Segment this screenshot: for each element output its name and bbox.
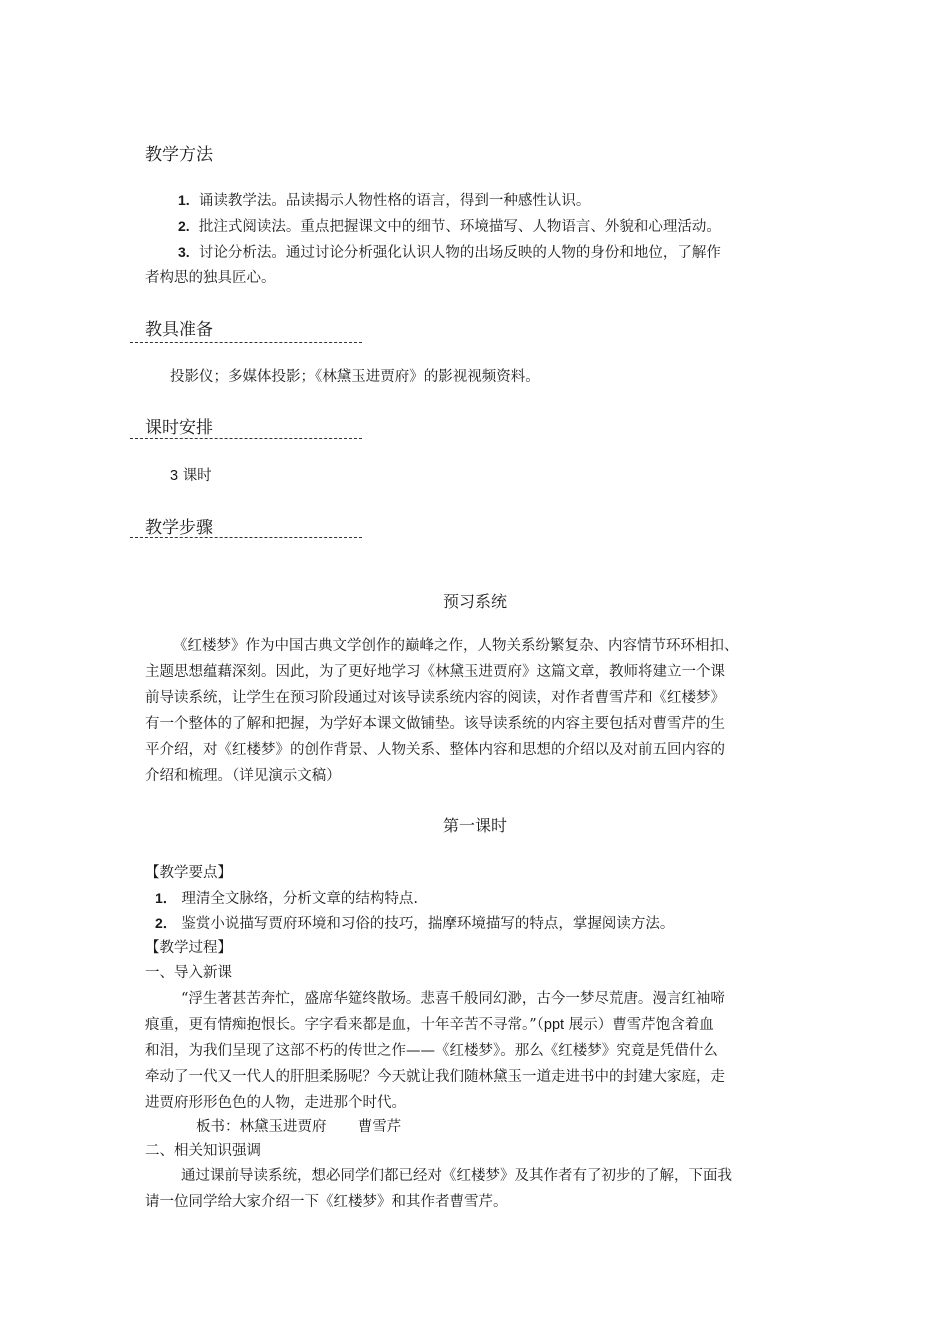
method-item-3 (178, 239, 721, 266)
part1-line-2-tail: 展示）曹雪芹饱含着血 (564, 1017, 714, 1033)
preview-line-4: 有一个整体的了解和把握，为学好本课文做铺垫。该导读系统的内容主要包括对曹雪芹的生 (145, 716, 725, 732)
board-title: 林黛玉进贾府 (239, 1119, 327, 1135)
steps-divider (130, 537, 362, 538)
key-points-label: 【教学要点】 (145, 865, 232, 881)
preview-line-1: 《红楼梦》作为中国古典文学创作的巅峰之作，人物关系纷繁复杂、内容情节环环相扣、 (173, 638, 739, 654)
method-item-2-text: 批注式阅读法。重点把握课文中的细节、环境描写、人物语言、外貌和心理活动。 (198, 219, 721, 235)
steps-heading: 教学步骤 (145, 518, 213, 538)
part1-ppt-word: ppt (543, 1017, 565, 1033)
tools-heading: 教具准备 (145, 320, 213, 340)
part1-line-2-text: 痕重，更有情痴抱恨长。字字看来都是血，十年辛苦不寻常。” (145, 1017, 537, 1033)
key-point-1 (155, 885, 418, 912)
schedule-text (170, 463, 212, 489)
preview-title: 预习系统 (442, 592, 507, 611)
key-point-1-text: 理清全文脉络，分析文章的结构特点. (181, 891, 419, 907)
schedule-divider (130, 438, 362, 439)
method-item-3-num: 3. (178, 244, 190, 260)
key-point-2-text: 鉴赏小说描写贾府环境和习俗的技巧，揣摩环境描写的特点，掌握阅读方法。 (181, 916, 675, 932)
method-item-1-text: 诵读教学法。品读揭示人物性格的语言，得到一种感性认识。 (198, 193, 591, 209)
board-writing (196, 1114, 401, 1140)
board-label: 板书： (196, 1119, 240, 1135)
preview-line-6: 介绍和梳理。（详见演示文稿） (145, 768, 341, 784)
method-item-2-num: 2. (178, 218, 190, 234)
method-item-3-continuation: 者构思的独具匠心。 (145, 270, 276, 286)
preview-line-2: 主题思想蕴藉深刻。因此，为了更好地学习《林黛玉进贾府》这篇文章，教师将建立一个课 (145, 664, 725, 680)
process-label: 【教学过程】 (145, 940, 232, 956)
preview-line-3: 前导读系统，让学生在预习阶段通过对该导读系统内容的阅读，对作者曹雪芹和《红楼梦》 (145, 690, 725, 706)
part2-title: 二、相关知识强调 (145, 1143, 261, 1159)
part2-line-1: 通过课前导读系统，想必同学们都已经对《红楼梦》及其作者有了初步的了解，下面我 (181, 1168, 732, 1184)
preview-line-5: 平介绍，对《红楼梦》的创作背景、人物关系、整体内容和思想的介绍以及对前五回内容的 (145, 742, 725, 758)
schedule-count: 3 (170, 468, 179, 484)
part1-line-2 (145, 1012, 714, 1038)
methods-heading: 教学方法 (145, 145, 213, 165)
part1-ppt-open: （ (536, 1017, 544, 1033)
method-item-1 (178, 187, 590, 214)
key-point-1-num: 1． (155, 890, 177, 906)
lesson1-title: 第一课时 (442, 816, 507, 835)
tools-text: 投影仪；多媒体投影；《林黛玉进贾府》的影视视频资料。 (170, 369, 540, 385)
part1-title: 一、导入新课 (145, 965, 232, 981)
tools-divider (130, 342, 362, 343)
part1-line-4: 牵动了一代又一代人的肝胆柔肠呢？今天就让我们随林黛玉一道走进书中的封建大家庭，走 (145, 1069, 725, 1085)
key-point-2-num: 2． (155, 915, 177, 931)
method-item-1-num: 1. (178, 192, 190, 208)
board-author: 曹雪芹 (357, 1119, 402, 1135)
method-item-3-text: 讨论分析法。通过讨论分析强化认识人物的出场反映的人物的身份和地位，了解作 (198, 245, 721, 261)
key-point-2 (155, 910, 674, 937)
schedule-heading: 课时安排 (145, 418, 213, 438)
method-item-2 (178, 213, 721, 240)
schedule-unit: 课时 (182, 468, 212, 484)
part1-line-1: “浮生著甚苦奔忙，盛席华筵终散场。悲喜千般同幻渺，古今一梦尽荒唐。漫言红袖啼 (181, 991, 725, 1007)
part1-line-5: 进贾府形形色色的人物，走进那个时代。 (145, 1095, 406, 1111)
part2-line-2: 请一位同学给大家介绍一下《红楼梦》和其作者曹雪芹。 (145, 1194, 508, 1210)
part1-line-3: 和泪，为我们呈现了这部不朽的传世之作——《红楼梦》。那么《红楼梦》究竟是凭借什么 (145, 1043, 718, 1059)
